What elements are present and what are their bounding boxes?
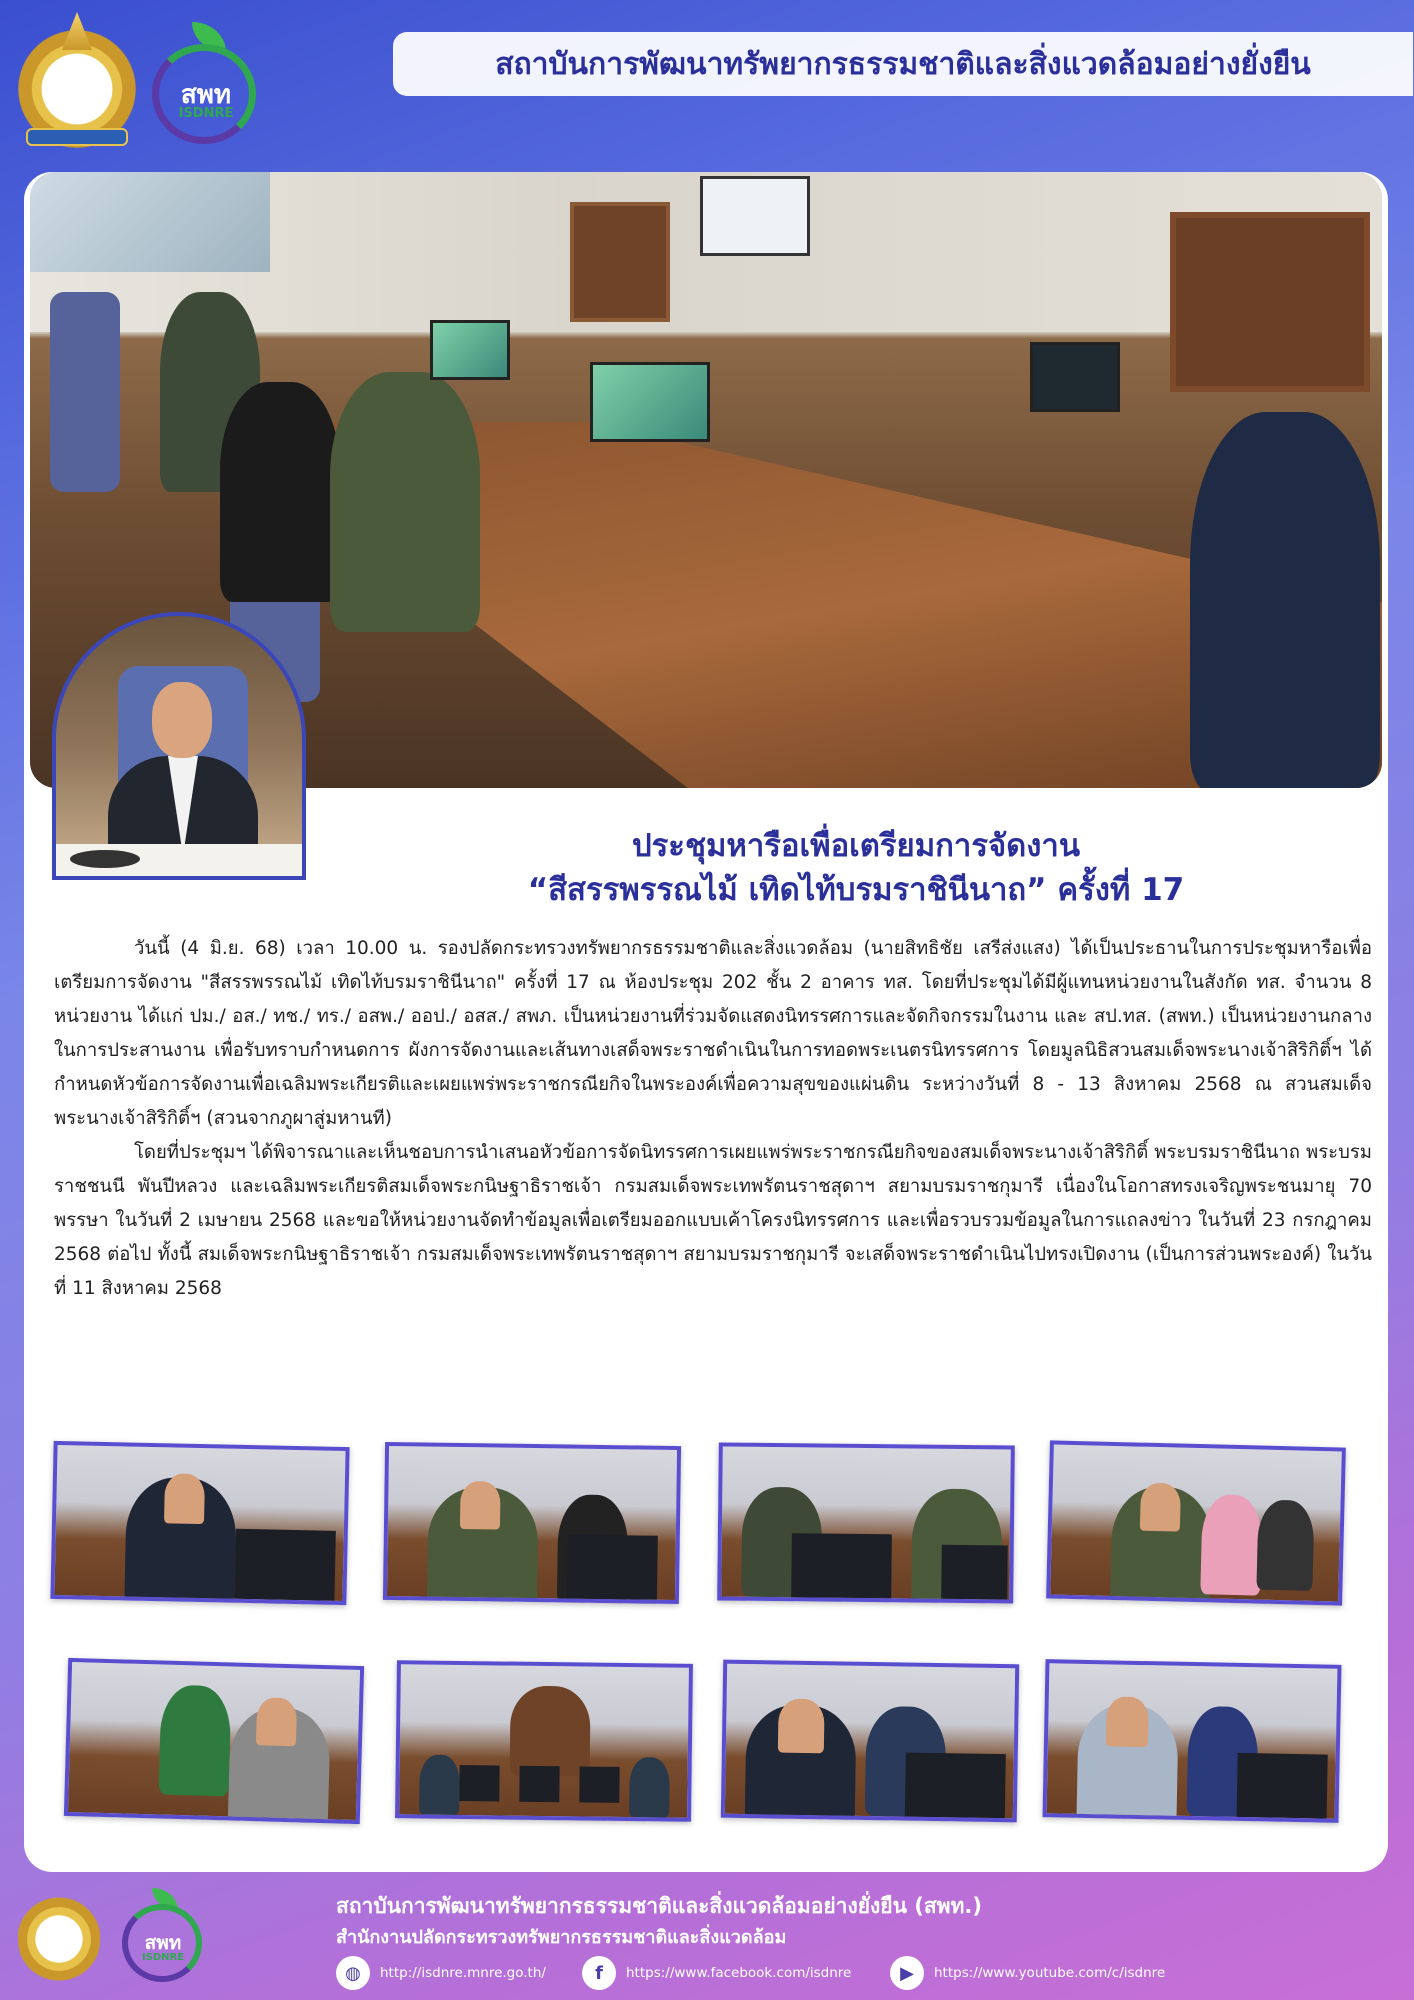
footer-org-name: สถาบันการพัฒนาทรัพยากรธรรมชาติและสิ่งแวดล้อมอย่างยั่งยืน (สพท.): [336, 1894, 982, 1918]
youtube-link-text[interactable]: https://www.youtube.com/c/isdnre: [934, 1965, 1166, 1981]
footer-isdnre-logo: [120, 1888, 204, 1984]
gallery-photo-2: [383, 1442, 681, 1604]
emblem-ribbon: [26, 128, 128, 146]
gallery-photo-7: [721, 1660, 1019, 1823]
footer-ministry-emblem-logo: [18, 1884, 100, 1984]
article-body: [54, 932, 1372, 1306]
article-headline: [324, 824, 1388, 912]
footer-links: [336, 1956, 1406, 1990]
website-link[interactable]: [336, 1956, 546, 1990]
logo-subtext: ISDNRE: [178, 106, 234, 121]
isdnre-logo: [148, 22, 260, 146]
footer-logo-subtext: ISDNRE: [141, 1952, 185, 1963]
gallery-photo-4: [1046, 1440, 1346, 1605]
gallery-photo-6: [395, 1660, 693, 1822]
facebook-link-text[interactable]: https://www.facebook.com/isdnre: [626, 1965, 852, 1981]
logo-text: สพท: [180, 80, 232, 110]
page-footer: [0, 1872, 1414, 2000]
youtube-link[interactable]: [890, 1956, 1165, 1990]
content-card: [24, 172, 1388, 1872]
header-title: สถาบันการพัฒนาทรัพยากรธรรมชาติและสิ่งแวดล้อมอย่างยั่งยืน: [393, 32, 1413, 96]
gallery-photo-5: [64, 1658, 364, 1824]
facebook-link[interactable]: [582, 1956, 851, 1990]
footer-logo-text: สพท: [144, 1932, 182, 1954]
facebook-icon: f: [582, 1956, 616, 1990]
gallery-photo-3: [717, 1442, 1015, 1603]
crown-icon: [62, 12, 92, 50]
article-paragraph-1: วันนี้ (4 มิ.ย. 68) เวลา 10.00 น. รองปลัดกระทรวงทรัพยากรธรรมชาติและสิ่งแวดล้อม (นายสิทธิชัย เสรีส่งแสง) ได้เป็นประธานในการประชุมหารือเพื่อเตรียมการจัดงาน "สีสรรพรรณไม้ เทิดไท้บรมราชินีนาถ" ครั้งที่ 17 ณ ห้องประชุม 202 ชั้น 2 อาคาร ทส. โดยที่ประชุมได้มีผู้แทนหน่วยงานในสังกัด ทส. จำนวน 8 หน่วยงาน ได้แก่ ปม./ อส./ ทช./ ทร./ อสพ./ ออป./ อสส./ สพภ. เป็นหน่วยงานที่ร่วมจัดแสดงนิทรรศการและจัดกิจกรรมในงาน และ สป.ทส. (สพท.) เป็นหน่วยงานกลางในการประสานงาน เพื่อรับทราบกำหนดการ ผังการจัดงานและเส้นทางเสด็จพระราชดำเนินในการทอดพระเนตรนิทรรศการ โดยมูลนิธิสวนสมเด็จพระนางเจ้าสิริกิติ์ฯ ได้กำหนดหัวข้อการจัดงานเพื่อเฉลิมพระเกียรติและเผยแพร่พระราชกรณียกิจในพระองค์เพื่อความสุขของแผ่นดิน ระหว่างวันที่ 8 - 13 สิงหาคม 2568 ณ สวนสมเด็จพระนางเจ้าสิริกิติ์ฯ (สวนจากภูผาสู่มหานที): [54, 938, 1372, 1129]
article-paragraph-2: โดยที่ประชุมฯ ได้พิจารณาและเห็นชอบการนำเสนอหัวข้อการจัดนิทรรศการเผยแพร่พระราชกรณียกิจของสมเด็จพระนางเจ้าสิริกิติ์ พระบรมราชินีนาถ พระบรมราชชนนี พันปีหลวง และเฉลิมพระเกียรติสมเด็จพระกนิษฐาธิราชเจ้า กรมสมเด็จพระเทพรัตนราชสุดาฯ สยามบรมราชกุมารี เนื่องในโอกาสทรงเจริญพระชนมายุ 70 พรรษา ในวันที่ 2 เมษายน 2568 และขอให้หน่วยงานจัดทำข้อมูลเพื่อเตรียมออกแบบเค้าโครงนิทรรศการ และเพื่อรวบรวมข้อมูลในการแถลงข่าว ในวันที่ 23 กรกฎาคม 2568 ต่อไป ทั้งนี้ สมเด็จพระกนิษฐาธิราชเจ้า กรมสมเด็จพระเทพรัตนราชสุดาฯ สยามบรมราชกุมารี จะเสด็จพระราชดำเนินไปทรงเปิดงาน (เป็นการส่วนพระองค์) ในวันที่ 11 สิงหาคม 2568: [54, 1142, 1372, 1299]
page-header: [0, 0, 1414, 160]
microphone-icon: [70, 850, 140, 868]
footer-office-name: สำนักงานปลัดกระทรวงทรัพยากรธรรมชาติและสิ่งแวดล้อม: [336, 1927, 787, 1948]
headline-line-1: ประชุมหารือเพื่อเตรียมการจัดงาน: [631, 828, 1081, 864]
ministry-emblem-logo: [18, 12, 136, 152]
gallery-photo-1: [50, 1441, 349, 1605]
chairman-portrait-photo: [52, 612, 306, 880]
globe-icon: ◍: [336, 1956, 370, 1990]
website-link-text[interactable]: http://isdnre.mnre.go.th/: [380, 1965, 546, 1981]
youtube-icon: ▶: [890, 1956, 924, 1990]
headline-line-2: “สีสรรพรรณไม้ เทิดไท้บรมราชินีนาถ” ครั้งที่ 17: [527, 872, 1185, 908]
gallery-photo-8: [1043, 1659, 1342, 1823]
